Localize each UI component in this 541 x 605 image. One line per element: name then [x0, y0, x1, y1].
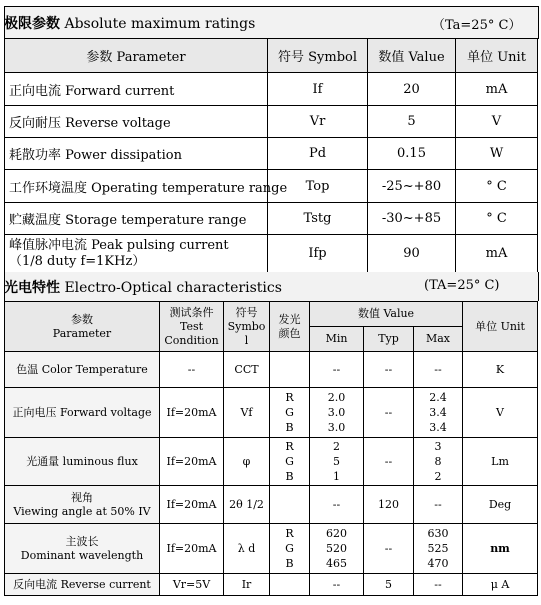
table-row — [5, 524, 538, 574]
color-b: B — [285, 557, 294, 570]
max-g: 3.4 — [429, 406, 447, 419]
max-b: 2 — [434, 470, 442, 483]
param-cell: 反向电流 Reverse current — [5, 574, 160, 596]
min-b: 465 — [326, 557, 347, 570]
max-cell: -- — [414, 352, 463, 388]
color-g: G — [285, 455, 294, 468]
typ-cell: -- — [364, 388, 414, 438]
unit-cell: W — [456, 138, 538, 170]
color-cell — [270, 438, 310, 486]
abs-header-unit: 单位 Unit — [456, 39, 538, 73]
abs-title-en: Absolute maximum ratings — [64, 16, 256, 32]
table-row — [5, 486, 538, 524]
eo-header-typ: Typ — [364, 327, 414, 352]
typ-cell: -- — [364, 352, 414, 388]
color-r: R — [285, 391, 294, 404]
unit-cell: ° C — [456, 170, 538, 203]
max-cell — [414, 388, 463, 438]
min-cell: -- — [310, 486, 364, 524]
abs-header-param: 参数 Parameter — [5, 39, 268, 73]
eo-header-test-cn: 测试条件 — [169, 305, 214, 319]
typ-cell: -- — [364, 524, 414, 574]
abs-header-symbol: 符号 Symbol — [268, 39, 368, 73]
max-r: 630 — [427, 527, 449, 540]
min-cell — [310, 388, 364, 438]
eo-header-test-en2: Condition — [164, 333, 219, 347]
value-cell: -25~+80 — [368, 170, 456, 203]
color-cell — [270, 388, 310, 438]
value-cell: 0.15 — [368, 138, 456, 170]
color-cell — [270, 524, 310, 574]
max-r: 2.4 — [429, 391, 447, 404]
max-b: 3.4 — [429, 421, 447, 434]
min-b: 1 — [333, 470, 340, 483]
cond-cell: Vr=5V — [160, 574, 224, 596]
eo-header-color — [270, 302, 310, 352]
param-line-1: 视角 — [71, 490, 93, 504]
cond-cell: If=20mA — [160, 438, 224, 486]
min-g: 3.0 — [327, 406, 346, 419]
eo-header-min: Min — [310, 327, 364, 352]
param-cell: 正向电压 Forward voltage — [5, 388, 160, 438]
eo-title-en: Electro-Optical characteristics — [64, 280, 282, 296]
symbol-cell: φ — [224, 438, 270, 486]
typ-cell: 120 — [364, 486, 414, 524]
max-cell: -- — [414, 574, 463, 596]
symbol-cell: Ifp — [268, 235, 368, 273]
value-cell: 90 — [368, 235, 456, 273]
eo-header-test-en1: Test — [179, 319, 204, 333]
abs-header-row — [5, 39, 538, 73]
table-row — [5, 388, 538, 438]
cond-cell: If=20mA — [160, 486, 224, 524]
unit-cell: ° C — [456, 203, 538, 235]
eo-header-color2: 颜色 — [278, 326, 301, 340]
value-cell: 5 — [368, 106, 456, 138]
min-b: 3.0 — [327, 421, 346, 434]
eo-header-color1: 发光 — [278, 312, 301, 326]
color-g: G — [285, 406, 294, 419]
symbol-cell: Vr — [268, 106, 368, 138]
unit-cell: Lm — [463, 438, 538, 486]
min-cell — [310, 438, 364, 486]
unit-cell: Deg — [463, 486, 538, 524]
min-r: 2.0 — [327, 391, 346, 404]
cond-cell: If=20mA — [160, 524, 224, 574]
max-cell: -- — [414, 486, 463, 524]
abs-max-table — [4, 38, 538, 273]
unit-cell: V — [456, 106, 538, 138]
param-line-2: （1/8 duty f=1KHz） — [9, 253, 146, 269]
param-cell: 色温 Color Temperature — [5, 352, 160, 388]
param-cell: 光通量 luminous flux — [5, 438, 160, 486]
param-cell — [5, 524, 160, 574]
symbol-cell: 2θ 1/2 — [224, 486, 270, 524]
param-cell: 反向耐压 Reverse voltage — [5, 106, 268, 138]
param-cell — [5, 235, 268, 273]
color-r: R — [285, 527, 294, 540]
min-r: 2 — [333, 440, 340, 453]
table-row — [5, 106, 538, 138]
max-g: 525 — [427, 542, 449, 555]
cond-cell: -- — [160, 352, 224, 388]
param-cell: 正向电流 Forward current — [5, 73, 268, 106]
param-cell: 耗散功率 Power dissipation — [5, 138, 268, 170]
eo-header-param-cn: 参数 — [71, 312, 93, 326]
eo-header-row-1 — [5, 302, 538, 327]
abs-section-title — [4, 13, 255, 33]
table-row — [5, 73, 538, 106]
value-cell: -30~+85 — [368, 203, 456, 235]
unit-cell: mA — [456, 73, 538, 106]
color-r: R — [285, 440, 294, 453]
symbol-cell: Ir — [224, 574, 270, 596]
symbol-cell: Top — [268, 170, 368, 203]
param-cell — [5, 486, 160, 524]
symbol-cell: Vf — [224, 388, 270, 438]
max-r: 3 — [434, 440, 442, 453]
abs-header-value: 数值 Value — [368, 39, 456, 73]
eo-condition: (TA=25° C) — [424, 278, 500, 293]
abs-title-cn: 极限参数 — [4, 16, 60, 32]
eo-title-cn: 光电特性 — [4, 280, 60, 296]
eo-table — [4, 301, 538, 596]
eo-header-sym1: 符号 — [235, 305, 258, 319]
param-line-2: Dominant wavelength — [20, 548, 144, 562]
table-row — [5, 352, 538, 388]
param-line-1: 主波长 — [65, 534, 99, 548]
unit-cell: μ A — [463, 574, 538, 596]
symbol-cell: If — [268, 73, 368, 106]
unit-cell: V — [463, 388, 538, 438]
eo-section-title — [4, 277, 282, 297]
symbol-cell: λ d — [224, 524, 270, 574]
param-line-1: 峰值脉冲电流 Peak pulsing current — [9, 237, 229, 253]
symbol-cell: Pd — [268, 138, 368, 170]
eo-header-param-en: Parameter — [52, 326, 112, 340]
max-cell — [414, 524, 463, 574]
eo-header-sym3: l — [244, 333, 249, 347]
param-line-2: Viewing angle at 50% IV — [13, 504, 151, 518]
color-b: B — [285, 470, 294, 483]
min-g: 520 — [326, 542, 347, 555]
min-r: 620 — [326, 527, 347, 540]
table-row — [5, 138, 538, 170]
table-row — [5, 438, 538, 486]
color-cell — [270, 352, 310, 388]
unit-cell: mA — [456, 235, 538, 273]
param-cell: 工作环境温度 Operating temperature range — [5, 170, 268, 203]
table-row — [5, 170, 538, 203]
abs-condition: （Ta=25° C） — [432, 18, 522, 33]
unit-cell: nm — [463, 524, 538, 574]
min-cell: -- — [310, 574, 364, 596]
color-g: G — [285, 542, 294, 555]
eo-header-max: Max — [414, 327, 463, 352]
unit-cell: K — [463, 352, 538, 388]
eo-header-sym2: Symbo — [227, 319, 266, 333]
cond-cell: If=20mA — [160, 388, 224, 438]
eo-header-test — [160, 302, 224, 352]
symbol-cell: Tstg — [268, 203, 368, 235]
param-cell: 贮藏温度 Storage temperature range — [5, 203, 268, 235]
eo-header-value: 数值 Value — [310, 302, 463, 327]
color-cell — [270, 486, 310, 524]
min-g: 5 — [333, 455, 340, 468]
typ-cell: 5 — [364, 574, 414, 596]
table-row — [5, 203, 538, 235]
max-cell — [414, 438, 463, 486]
table-row — [5, 574, 538, 596]
eo-header-symbol — [224, 302, 270, 352]
eo-header-unit: 单位 Unit — [463, 302, 538, 352]
table-row — [5, 235, 538, 273]
color-b: B — [285, 421, 294, 434]
typ-cell: -- — [364, 438, 414, 486]
eo-header-param — [5, 302, 160, 352]
min-cell — [310, 524, 364, 574]
max-g: 8 — [434, 455, 442, 468]
symbol-cell: CCT — [224, 352, 270, 388]
value-cell: 20 — [368, 73, 456, 106]
max-b: 470 — [427, 557, 449, 570]
min-cell: -- — [310, 352, 364, 388]
color-cell — [270, 574, 310, 596]
